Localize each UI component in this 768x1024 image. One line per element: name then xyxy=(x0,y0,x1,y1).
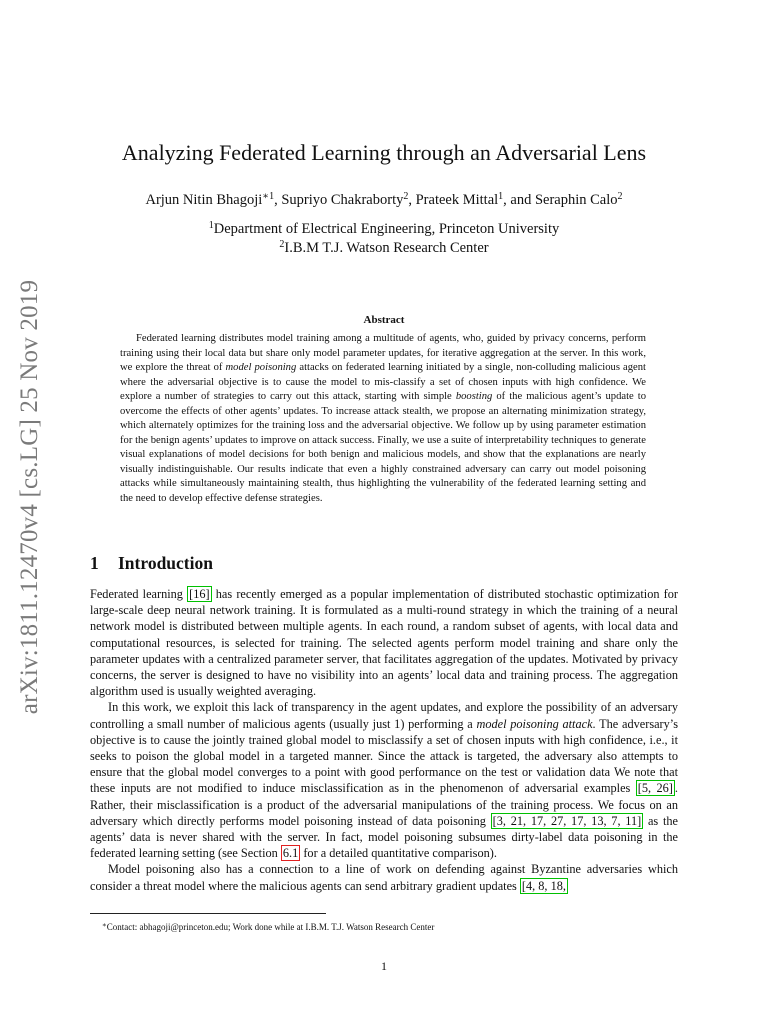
affiliation-mark: 2 xyxy=(279,239,285,250)
page-number: 1 xyxy=(381,959,387,973)
text-segment: . The adversary’s objective is to cause the jointly trained global model to misclassify a set of chosen inputs with high confidence, i.e., it seeks to poison the global model in a targeted manner. Since the attack is targeted, the adversary also attempts to ensure that the global model converges to a point with good performance on the test or validation data We note that these inputs are not modified to induce misclassification as in the phenomenon of adversarial examples xyxy=(90,716,679,796)
arxiv-identifier-sidebar xyxy=(10,262,50,732)
footnote-text: Contact: abhagoji@princeton.edu; Work done while at I.B.M. T.J. Watson Research Center xyxy=(106,922,435,932)
footnote-rule xyxy=(90,913,326,914)
author-list xyxy=(0,192,768,209)
footnote xyxy=(102,922,434,932)
text-segment: Federated learning xyxy=(90,587,188,601)
author-affiliation-mark: 2 xyxy=(617,191,623,202)
citation-link[interactable]: [5, 26] xyxy=(637,781,673,796)
abstract-heading: Abstract xyxy=(363,314,405,326)
abstract-segment: of the malicious agent’s update to overcome the effects of other agents’ updates. To increase attack stealth, we propose an alternating minimization strategy, which alternately optimizes for the training loss and the adversarial objective. We follow up by using parameter estimation for the benign agents’ updates to improve on attack success. Finally, we use a suite of interpretability techniques to generate visual explanations of model decisions for both benign and malicious models, and show that the explanations are nearly visually indistinguishable. Our results indicate that even a highly constrained adversary can carry out model poisoning attacks while simultaneously maintaining stealth, thus highlighting the vulnerability of the federated learning setting and the need to develop effective defense strategies. xyxy=(120,391,646,504)
text-segment: as the agents’ data is never shared with the server. In fact, model poisoning subsumes dirty-label data poisoning in the federated learning setting (see Section xyxy=(90,813,678,861)
section-heading xyxy=(90,553,213,574)
text-segment: has recently emerged as a popular implementation of distributed stochastic optimization for large-scale deep neural network training. It is formulated as a multi-round strategy in which the training of a neural network model is distributed between multiple agents. In each round, a random subset of agents, with local data and computational resources, is selected for training. The selected agents perform model training and share only the parameter updates with a centralized parameter server, that facilitates aggregation of the updates. Motivated by privacy concerns, the server is designed to have no visibility into an agents’ local data and training process. The aggregation algorithm used is usually weighted averaging. xyxy=(90,587,678,699)
author-separator: , xyxy=(274,192,282,208)
text-segment: . Rather, their misclassification is a product of the adversarial manipulations of the training process. We focus on an adversary which directly performs model poisoning instead of data poisoning xyxy=(90,781,678,828)
citation-link[interactable]: [3, 21, 17, 27, 17, 13, 7, 11] xyxy=(492,813,642,828)
paper-title: Analyzing Federated Learning through an Adversarial Lens xyxy=(121,140,647,165)
author-affiliation-mark: ∗1 xyxy=(262,191,275,202)
author-name: Prateek Mittal xyxy=(415,192,499,208)
abstract-emphasis: model poisoning xyxy=(225,362,297,373)
author-separator: , and xyxy=(503,192,535,208)
author-name: Supriyo Chakraborty xyxy=(281,192,404,208)
abstract-segment: attacks on federated learning initiated by a single, non-colluding malicious agent where the adversarial objective is to cause the model to mis-classify a set of chosen inputs with high confidence. We explore a number of strategies to carry out this attack, starting with simple xyxy=(120,362,646,402)
author-name: Seraphin Calo xyxy=(534,192,618,208)
author-separator: , xyxy=(408,192,416,208)
introduction-body xyxy=(90,586,678,894)
section-title: Introduction xyxy=(118,553,213,573)
footnote-mark: ∗ xyxy=(102,921,107,929)
paragraph xyxy=(90,699,678,861)
citation-link[interactable]: [16] xyxy=(189,587,210,601)
author-name: Arjun Nitin Bhagoji xyxy=(145,192,263,208)
affiliation-mark: 1 xyxy=(208,220,214,231)
affiliation-text: Department of Electrical Engineering, Princeton University xyxy=(213,221,560,237)
paragraph xyxy=(90,586,678,699)
author-affiliation-mark: 2 xyxy=(403,191,409,202)
author-affiliation-mark: 1 xyxy=(498,191,504,202)
text-segment: Model poisoning also has a connection to a line of work on defending against Byzantine adversaries which consider a threat model where the malicious agents can send arbitrary gradient updates xyxy=(90,862,678,893)
affiliation-text: I.B.M T.J. Watson Research Center xyxy=(284,240,489,256)
arxiv-identifier-text: arXiv:1811.12470v4 [cs.LG] 25 Nov 2019 xyxy=(16,279,43,715)
text-segment: for a detailed quantitative comparison). xyxy=(300,846,497,861)
paragraph xyxy=(90,861,678,893)
affiliation-line xyxy=(0,240,768,257)
section-number: 1 xyxy=(90,553,99,573)
abstract-text xyxy=(120,332,646,506)
section-reference-link[interactable]: 6.1 xyxy=(282,846,299,861)
abstract-segment: Federated learning distributes model training among a multitude of agents, who, guided by privacy concerns, perform training using their local data but share only model parameter updates, for iterative aggregation at the server. In this work, we explore the threat of xyxy=(120,333,646,373)
citation-link[interactable]: [4, 8, 18, xyxy=(521,878,566,893)
text-segment: In this work, we exploit this lack of transparency in the agent updates, and explore the possibility of an adversary controlling a small number of malicious agents (usually just 1) performing a xyxy=(90,700,678,731)
affiliation-line xyxy=(0,221,768,238)
abstract-emphasis: boosting xyxy=(455,391,493,402)
emphasis: model poisoning attack xyxy=(476,716,593,731)
